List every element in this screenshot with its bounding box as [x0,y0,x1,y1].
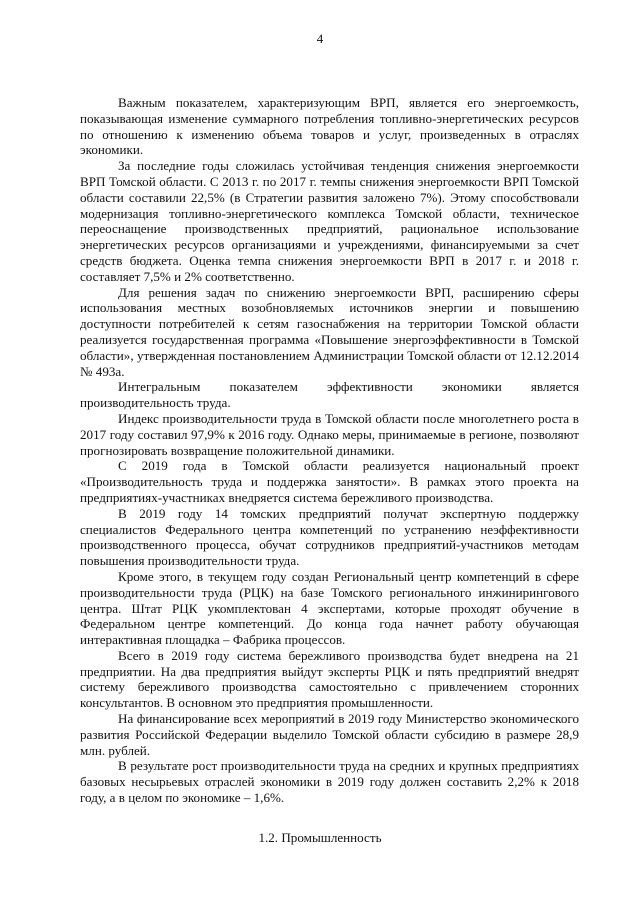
paragraph-result: В результате рост производительности труда на средних и крупных предприятиях базовых несырьевых отраслей экономики в 2019 году должен составить 2,2% к 2018 году, а в целом по экономике – 1,6%. [80,758,579,806]
page-number: 4 [316,31,324,46]
paragraph-lean-production: Всего в 2019 году система бережливого производства будет внедрена на 21 предприятии. На два предприятия выйдут эксперты РЦК и пять предприятий внедрят систему бережливого производства самостоятельно с привлечением сторонних консультантов. В основном это предприятия промышленности. [80,647,579,711]
paragraph-financing: На финансирование всех мероприятий в 2019 году Министерство экономического развития Российской Федерации выделило Томской области субсидию в размере 28,9 млн. рублей. [80,711,579,758]
paragraph-productivity-index: Индекс производительности труда в Томской области после многолетнего роста в 2017 году составил 97,9% к 2016 году. Однако меры, принимаемые в регионе, позволяют прогнозировать возвращение положительной динамики. [80,410,579,458]
paragraph-federal-support: В 2019 году 14 томских предприятий получат экспертную поддержку специалистов Федерального центра компетенций по устранению неэффективности производственного процесса, обучат сотрудников предприятий-участников методам повышения производительности труда. [80,505,579,569]
paragraph-energy-program: Для решения задач по снижению энергоемкости ВРП, расширению сферы использования местных возобновляемых источников энергии и повышению доступности потребителей к сетям газоснабжения на территории Томской области реализуется государственная программа «Повышение энергоэффективности в Томской области», утвержденная постановлением Администрации Томской области от 12.12.2014 № 493а. [80,284,579,379]
paragraph-regional-center: Кроме этого, в текущем году создан Региональный центр компетенций в сфере производительности труда (РЦК) на базе Томского регионального инжинирингового центра. Штат РЦК укомплектован 4 экспертами, которые проходят обучение в Федеральном центре компетенций. До конца года начнет работу обучающая интерактивная площадка – Фабрика процессов. [80,568,579,648]
paragraph-national-project: С 2019 года в Томской области реализуется национальный проект «Производительность труда и поддержка занятости». В рамках этого проекта на предприятиях-участниках внедряется система бережливого производства. [80,458,579,505]
section-heading: 1.2. Промышленность [258,830,382,845]
paragraph-productivity-indicator: Интегральным показателем эффективности экономики является производительность труда. [80,379,579,411]
paragraph-energy-intensity: Важным показателем, характеризующим ВРП, является его энергоемкость, показывающая изменение суммарного потребления топливно-энергетических ресурсов по отношению к изменению объема товаров и услуг, произведенных в отраслях экономики. [80,95,579,158]
body-text [80,95,579,806]
paragraph-energy-trend: За последние годы сложилась устойчивая тенденция снижения энергоемкости ВРП Томской области. С 2013 г. по 2017 г. темпы снижения энергоемкости ВРП Томской области составили 22,5% (в Стратегии развития заложено 7%). Этому способствовали модернизация топливно-энергетического комплекса Томской области, техническое переоснащение производственных предприятий, рациональное использование энергетических ресурсов организациями и учреждениями, финансируемыми за счет средств бюджета. Оценка темпа снижения энергоемкости ВРП в 2017 г. и 2018 г. составляет 7,5% и 2% соответственно. [80,158,579,284]
